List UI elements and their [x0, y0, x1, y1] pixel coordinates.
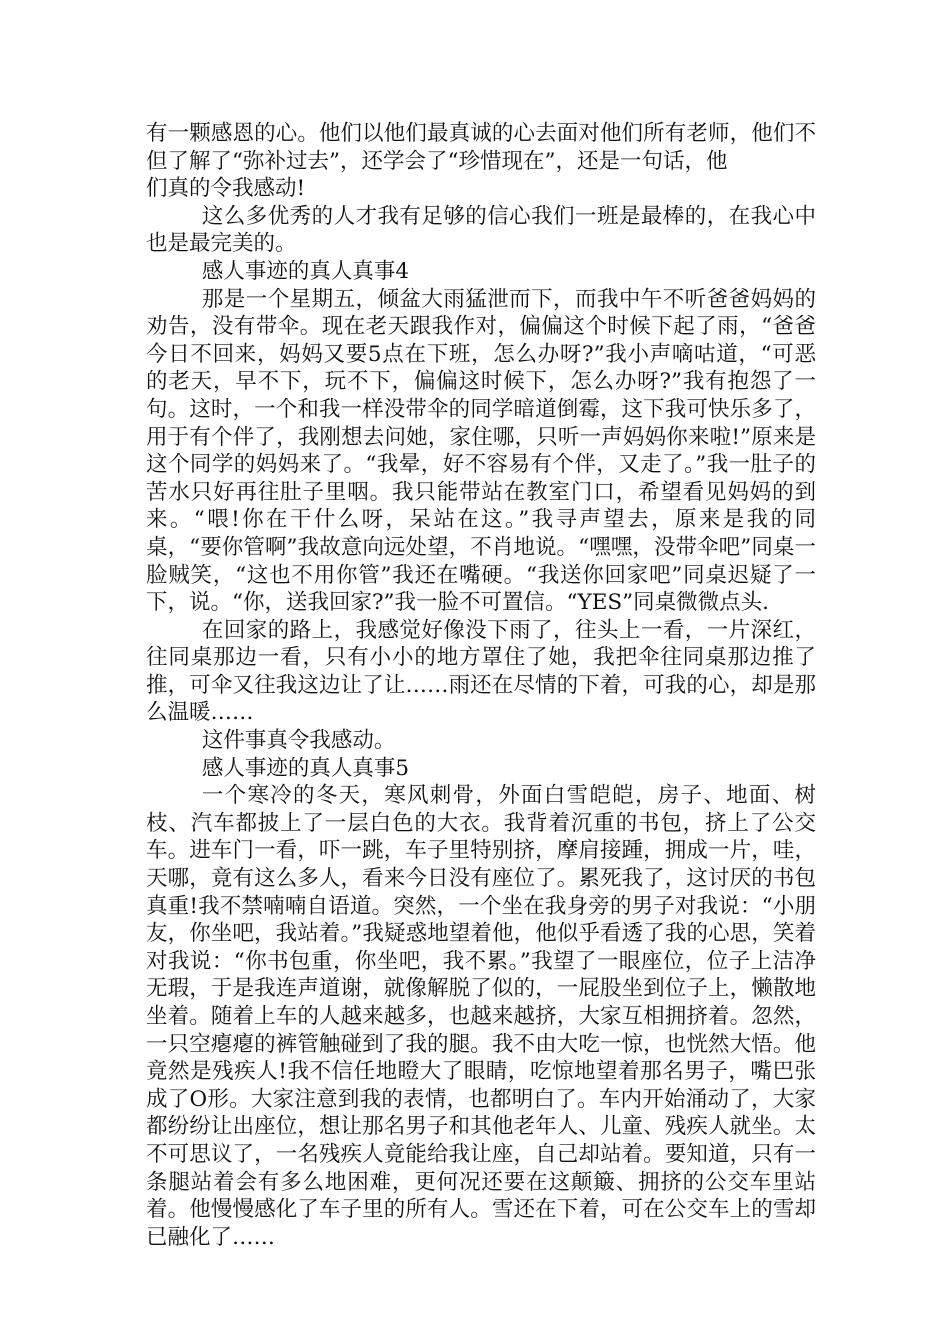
- paragraph-closing-line: 们真的令我感动!: [146, 176, 306, 202]
- paragraph-story-4-part-1: 那是一个星期五，倾盆大雨猛泄而下，而我中午不听爸爸妈妈的劝告，没有带伞。现在老天跟我作对，偏偏这个时候下起了雨，“爸爸今日不回来，妈妈又要5点在下班，怎么办呀?”我小声嘀咕道，“可恶的老天，早不下，玩不下，偏偏这时候下，怎么办呀?”我有抱怨了一句。这时，一个和我一样没带伞的同学暗道倒霉，这下我可快乐多了，用于有个伴了，我刚想去问她，家住哪，只听一声妈妈你来啦!”原来是这个同学的妈妈来了。“我晕，好不容易有个伴，又走了。”我一肚子的苦水只好再往肚子里咽。我只能带站在教室门口，希望看见妈妈的到来。“喂!你在干什么呀，呆站在这。”我寻声望去，原来是我的同桌，“要你管啊”我故意向远处望，不肖地说。“嘿嘿，没带伞吧”同桌一脸贼笑，“这也不用你管”我还在嘴硬。“我送你回家吧”同桌迟疑了一下，说。“你，送我回家?”我一脸不可置信。“YES”同桌微微点头.: [146, 286, 817, 616]
- paragraph-story-4-part-2: 在回家的路上，我感觉好像没下雨了，往头上一看，一片深红，往同桌那边一看，只有小小的地方罩住了她，我把伞往同桌那边推了推，可伞又往我这边让了让……雨还在尽情的下着，可我的心，却是那么温暖……: [146, 617, 816, 726]
- paragraph-story-5: 一个寒冷的冬天，寒风刺骨，外面白雪皑皑，房子、地面、树枝、汽车都披上了一层白色的大衣。我背着沉重的书包，挤上了公交车。进车门一看，吓一跳，车子里特别挤，摩肩接踵，拥成一片，哇，天哪，竟有这么多人，看来今日没有座位了。累死我了，这讨厌的书包真重!我不禁喃喃自语道。突然，一个坐在我身旁的男子对我说：“小朋友，你坐吧，我站着。”我疑惑地望着他，他似乎看透了我的心思，笑着对我说：“你书包重，你坐吧，我不累。”我望了一眼座位，位子上洁净无瑕，于是我连声道谢，就像解脱了似的，一屁股坐到位子上，懒散地坐着。随着上车的人越来越多，也越来越挤，大家互相拥挤着。忽然，一只空瘪瘪的裤管触碰到了我的腿。我不由大吃一惊，也恍然大悟。他竟然是残疾人!我不信任地瞪大了眼睛，吃惊地望着那名男子，嘴巴张成了O形。大家注意到我的表情，也都明白了。车内开始涌动了，大家都纷纷让出座位，想让那名男子和其他老年人、儿童、残疾人就坐。太不可思议了，一名残疾人竟能给我让座，自己却站着。要知道，只有一条腿站着会有多么地困难，更何况还要在这颠簸、拥挤的公交车里站着。他慢慢感化了车子里的所有人。雪还在下着，可在公交车上的雪却已融化了……: [146, 783, 816, 1250]
- section-heading-4: 感人事迹的真人真事4: [201, 258, 410, 284]
- paragraph-continued: 有一颗感恩的心。他们以他们最真诚的心去面对他们所有老师，他们不但了解了“弥补过去”，还学会了“珍惜现在”，还是一句话，他: [146, 121, 816, 174]
- paragraph-class-praise: 这么多优秀的人才我有足够的信心我们一班是最棒的，在我心中也是最完美的。: [146, 203, 816, 257]
- paragraph-story-4-conclusion: 这件事真令我感动。: [201, 728, 396, 754]
- document-body: [146, 120, 816, 1251]
- section-heading-5: 感人事迹的真人真事5: [201, 755, 410, 781]
